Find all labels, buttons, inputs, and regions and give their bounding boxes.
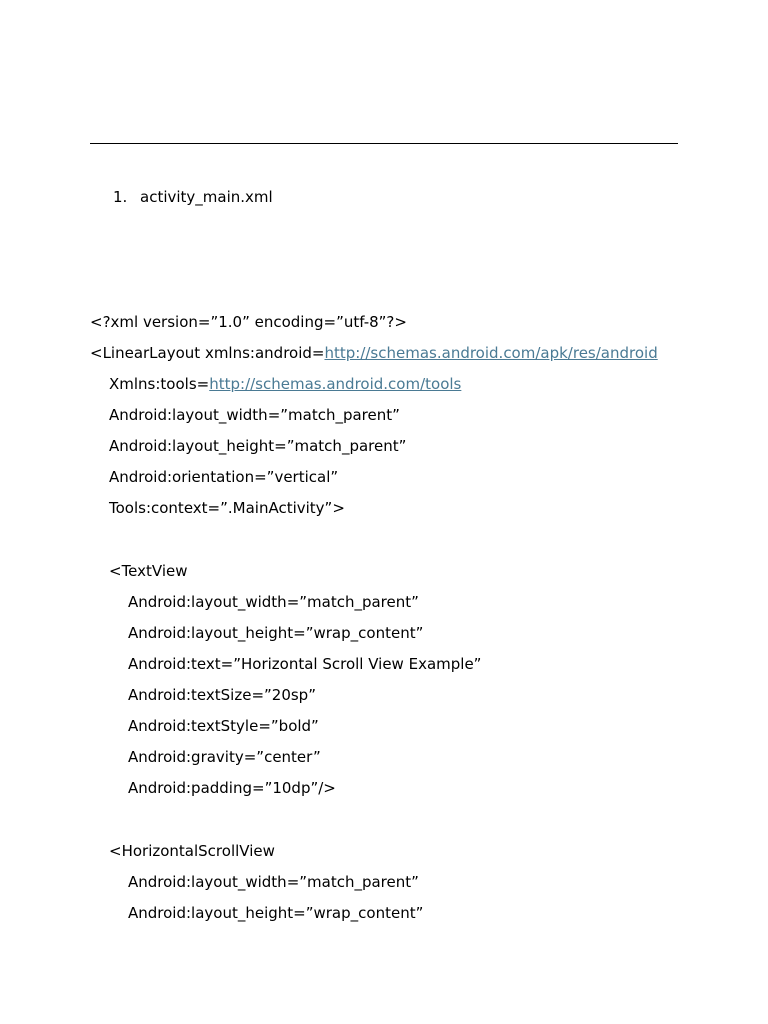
code-line: Tools:context=”.MainActivity”> xyxy=(109,499,345,517)
numbered-list-item xyxy=(113,187,273,207)
xml-declaration: <?xml version=”1.0” encoding=”utf-8”?> xyxy=(90,313,407,331)
code-line: Android:text=”Horizontal Scroll View Example” xyxy=(128,655,482,673)
tools-namespace-prefix: Xmlns:tools= xyxy=(109,375,210,393)
code-line: Android:layout_width=”match_parent” xyxy=(109,406,400,424)
tools-namespace-line xyxy=(90,374,730,405)
code-line: Android:layout_width=”match_parent” xyxy=(128,873,419,891)
code-line: Android:layout_height=”wrap_content” xyxy=(128,904,424,922)
linear-layout-open xyxy=(90,343,730,374)
code-block xyxy=(90,312,730,934)
horizontal-rule xyxy=(90,143,678,144)
code-line: Android:textStyle=”bold” xyxy=(128,717,319,735)
code-line: Android:orientation=”vertical” xyxy=(109,468,339,486)
list-number: 1. xyxy=(113,188,128,206)
code-line: Android:layout_width=”match_parent” xyxy=(128,593,419,611)
horizontal-scroll-view-open-tag: <HorizontalScrollView xyxy=(109,842,275,860)
code-line: Android:layout_height=”wrap_content” xyxy=(128,624,424,642)
list-item-text: activity_main.xml xyxy=(140,188,273,206)
textview-open-tag: <TextView xyxy=(109,562,188,580)
code-line: Android:textSize=”20sp” xyxy=(128,686,316,704)
android-namespace-link[interactable]: http://schemas.android.com/apk/res/android xyxy=(324,344,658,362)
tools-namespace-link[interactable]: http://schemas.android.com/tools xyxy=(209,375,462,393)
code-line: Android:gravity=”center” xyxy=(128,748,321,766)
code-line: Android:layout_height=”match_parent” xyxy=(109,437,407,455)
blank-line xyxy=(90,529,730,561)
code-line: Android:padding=”10dp”/> xyxy=(128,779,336,797)
blank-line xyxy=(90,809,730,841)
linear-layout-prefix: <LinearLayout xmlns:android= xyxy=(90,344,325,362)
